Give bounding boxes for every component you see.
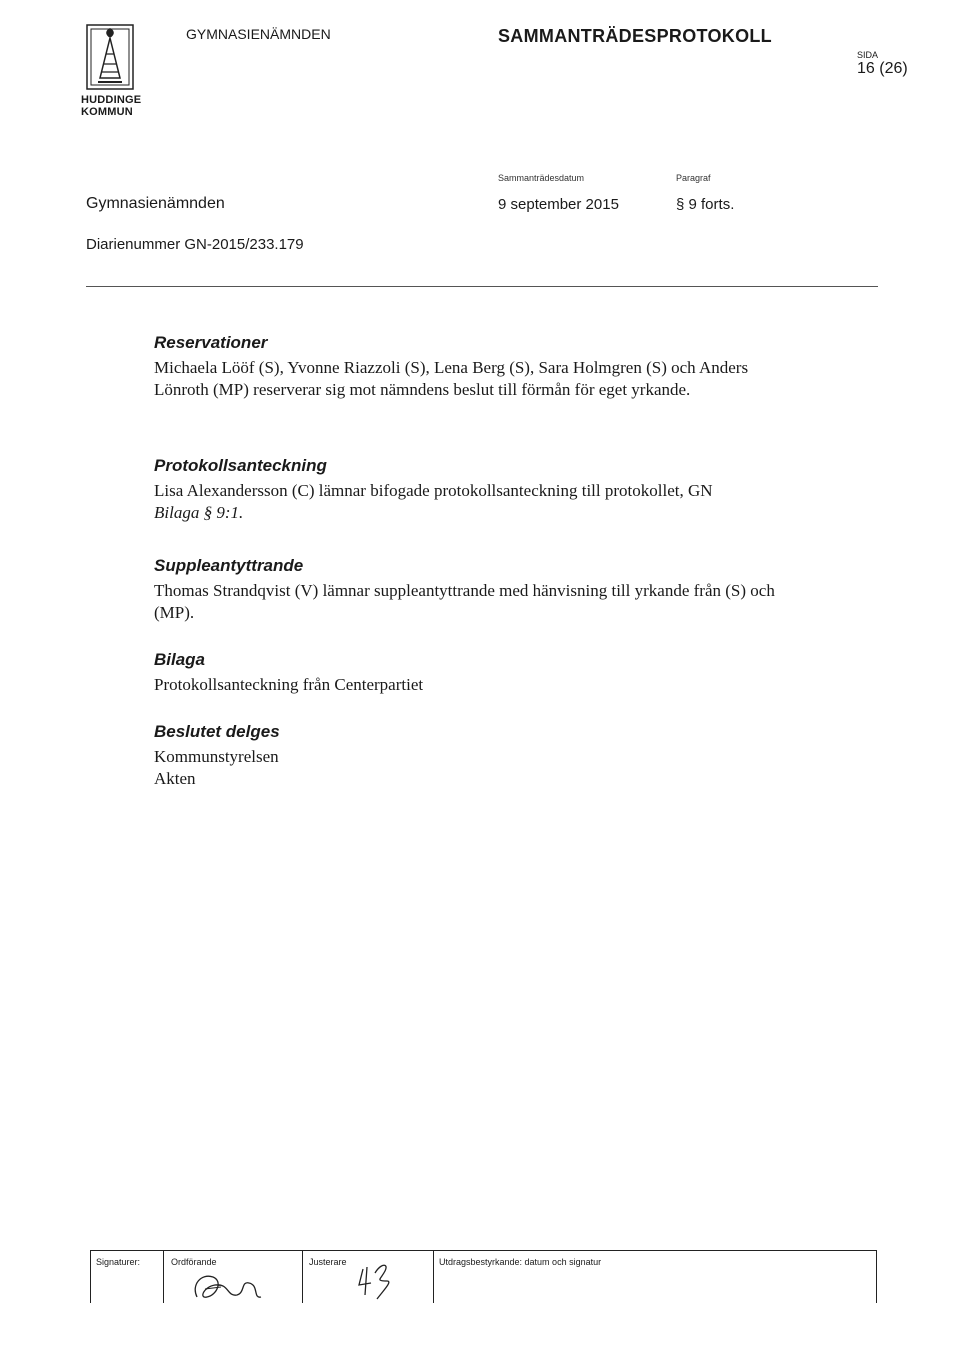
attachment-section <box>154 650 804 696</box>
distribution-heading: Beslutet delges <box>154 722 280 741</box>
distribution-recipient: Kommunstyrelsen <box>154 747 279 766</box>
board-heading: GYMNASIENÄMNDEN <box>186 26 331 42</box>
attachment-text: Protokollsanteckning från Centerpartiet <box>154 675 424 694</box>
paragraph-label: Paragraf <box>676 173 711 183</box>
municipality-name-line2: KOMMUN <box>81 106 133 118</box>
meeting-date-label: Sammanträdesdatum <box>498 173 585 183</box>
distribution-recipient: Akten <box>154 769 196 788</box>
municipality-logo <box>86 24 134 90</box>
municipality-name-line1: HUDDINGE <box>81 94 142 106</box>
signature-divider <box>163 1251 164 1303</box>
reservations-section <box>154 333 804 401</box>
attachment-heading: Bilaga <box>154 650 206 669</box>
deputy-statement-heading: Suppleantyttrande <box>154 556 304 575</box>
protocol-note-attachment-ref: Bilaga § 9:1. <box>154 503 244 522</box>
chair-label: Ordförande <box>171 1257 217 1267</box>
board-name: Gymnasienämnden <box>86 195 225 212</box>
protocol-note-section <box>154 456 804 524</box>
protocol-note-text: Lisa Alexandersson (C) lämnar bifogade protokollsanteckning till protokollet, GN <box>154 481 713 500</box>
protocol-note-heading: Protokollsanteckning <box>154 456 327 475</box>
chair-signature <box>187 1267 277 1303</box>
signature-divider <box>433 1251 434 1303</box>
meeting-date: 9 september 2015 <box>498 196 619 213</box>
document-title: SAMMANTRÄDESPROTOKOLL <box>498 26 772 46</box>
signature-table <box>90 1250 877 1303</box>
page-number: 16 (26) <box>857 60 908 77</box>
signatures-label: Signaturer: <box>96 1257 141 1267</box>
header-divider <box>86 286 878 287</box>
signature-divider <box>302 1251 303 1303</box>
reservations-heading: Reservationer <box>154 333 268 352</box>
deputy-statement-text: Thomas Strandqvist (V) lämnar suppleantyttrande med hänvisning till yrkande från (S) och (MP). <box>154 581 775 622</box>
paragraph-number: § 9 forts. <box>676 196 735 213</box>
distribution-section <box>154 722 804 790</box>
deputy-statement-section <box>154 556 804 624</box>
extract-certification-label: Utdragsbestyrkande: datum och signatur <box>439 1257 602 1267</box>
adjuster-signature <box>353 1255 409 1303</box>
diary-number: Diarienummer GN-2015/233.179 <box>86 236 304 253</box>
adjuster-label: Justerare <box>309 1257 347 1267</box>
reservations-text: Michaela Lööf (S), Yvonne Riazzoli (S), Lena Berg (S), Sara Holmgren (S) och Anders Lönroth (MP) reserverar sig mot nämndens beslut till förmån för eget yrkande. <box>154 358 749 399</box>
page-label: SIDA <box>857 50 879 60</box>
